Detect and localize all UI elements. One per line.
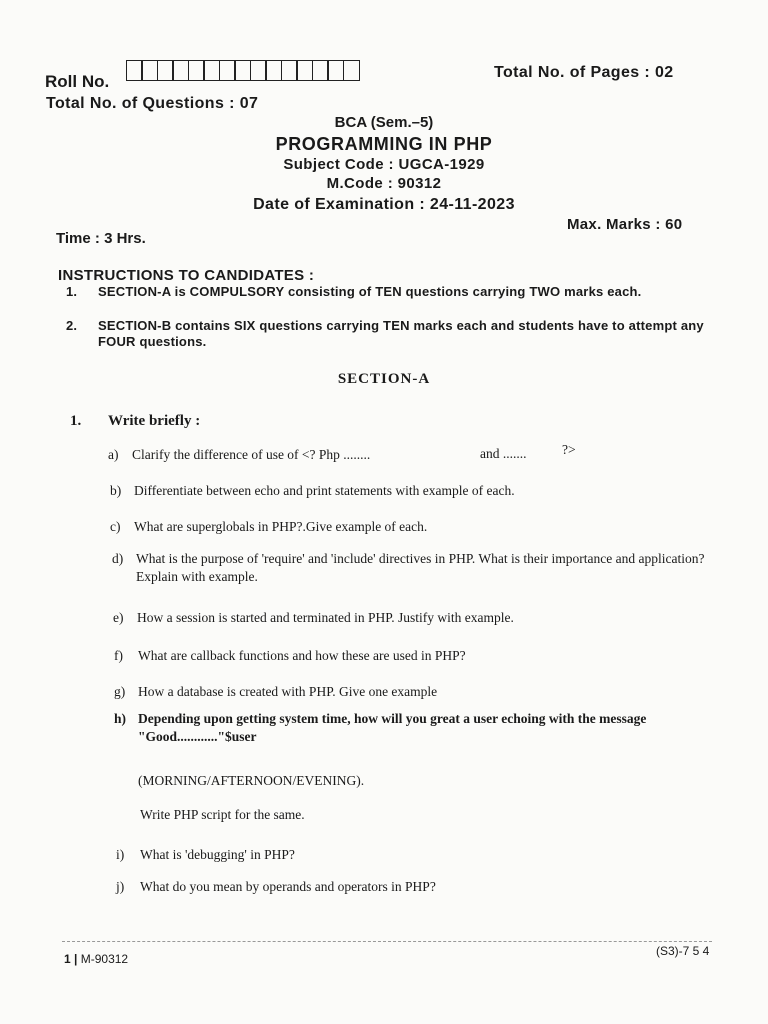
total-pages: Total No. of Pages : 02 <box>494 64 674 81</box>
part-a-mid: and ....... <box>480 446 527 461</box>
part-label: e) <box>113 610 124 625</box>
part-text: How a database is created with PHP. Give one example <box>138 684 438 699</box>
roll-no-box[interactable] <box>126 60 143 81</box>
roll-no-box[interactable] <box>250 60 267 81</box>
question-number: 1. <box>70 413 82 429</box>
m-code: M.Code : 90312 <box>326 175 442 192</box>
max-marks: Max. Marks : 60 <box>567 216 683 233</box>
footer-divider <box>62 941 712 942</box>
part-text: What is 'debugging' in PHP? <box>140 847 295 862</box>
instruction-number: 2. <box>66 318 78 333</box>
roll-no-box[interactable] <box>296 60 313 81</box>
part-text: What are callback functions and how these are used in PHP? <box>138 648 466 663</box>
footer-page-code <box>64 952 128 966</box>
footer-separator: | <box>74 952 81 966</box>
part-label: c) <box>110 519 121 534</box>
roll-no-box[interactable] <box>219 60 236 81</box>
footer-page-number: 1 <box>64 952 71 966</box>
instruction-text: SECTION-A is COMPULSORY consisting of TEN questions carrying TWO marks each. <box>98 284 642 299</box>
part-text: What is the purpose of 'require' and 'include' directives in PHP. What is their importance and application? Explain with example. <box>136 551 705 584</box>
roll-no-box[interactable] <box>172 60 189 81</box>
part-text: What are superglobals in PHP?.Give example of each. <box>134 519 428 534</box>
roll-no-box[interactable] <box>312 60 329 81</box>
part-label: i) <box>116 847 125 862</box>
part-label: g) <box>114 684 126 699</box>
roll-no-box[interactable] <box>343 60 360 81</box>
part-label: j) <box>116 879 125 894</box>
time-allowed: Time : 3 Hrs. <box>56 230 146 247</box>
footer-right-code: (S3)-7 5 4 <box>656 944 710 958</box>
part-h-continuation: (MORNING/AFTERNOON/EVENING). <box>138 773 365 788</box>
section-a-heading: SECTION-A <box>337 371 431 387</box>
roll-no-box[interactable] <box>203 60 220 81</box>
part-text: What do you mean by operands and operators in PHP? <box>140 879 436 894</box>
roll-no-box[interactable] <box>327 60 344 81</box>
part-text: Differentiate between echo and print statements with example of each. <box>134 483 515 498</box>
footer-code: M-90312 <box>80 952 129 966</box>
roll-no-boxes[interactable] <box>127 60 360 81</box>
total-questions: Total No. of Questions : 07 <box>46 95 259 112</box>
roll-no-box[interactable] <box>234 60 251 81</box>
course-title: BCA (Sem.–5) <box>334 114 434 131</box>
instruction-number: 1. <box>66 284 78 299</box>
subject-code: Subject Code : UGCA-1929 <box>283 156 485 173</box>
roll-no-box[interactable] <box>188 60 205 81</box>
part-a-end: ?> <box>562 442 576 457</box>
roll-no-box[interactable] <box>265 60 282 81</box>
part-label: h) <box>114 711 127 726</box>
instruction-item <box>66 318 716 354</box>
instructions-heading: INSTRUCTIONS TO CANDIDATES : <box>58 267 315 284</box>
instruction-text: SECTION-B contains SIX questions carrying TEN marks each and students have to attempt any FOUR questions. <box>98 318 704 349</box>
part-label: d) <box>112 551 124 566</box>
instruction-item <box>66 284 716 320</box>
question-title: Write briefly : <box>108 413 201 429</box>
roll-no-box[interactable] <box>281 60 298 81</box>
part-text: Clarify the difference of use of <? Php ........ <box>132 447 371 462</box>
subject-title: PROGRAMMING IN PHP <box>275 134 493 154</box>
part-label: a) <box>108 447 119 462</box>
part-text: Depending upon getting system time, how will you great a user echoing with the message "Good............"$user <box>138 711 647 744</box>
part-label: f) <box>114 648 123 663</box>
part-label: b) <box>110 483 122 498</box>
roll-no-box[interactable] <box>141 60 158 81</box>
roll-no-box[interactable] <box>157 60 174 81</box>
roll-no-label: Roll No. <box>45 72 110 91</box>
part-text: How a session is started and terminated in PHP. Justify with example. <box>137 610 514 625</box>
part-h-instruction: Write PHP script for the same. <box>140 807 305 822</box>
exam-date: Date of Examination : 24-11-2023 <box>253 196 515 213</box>
